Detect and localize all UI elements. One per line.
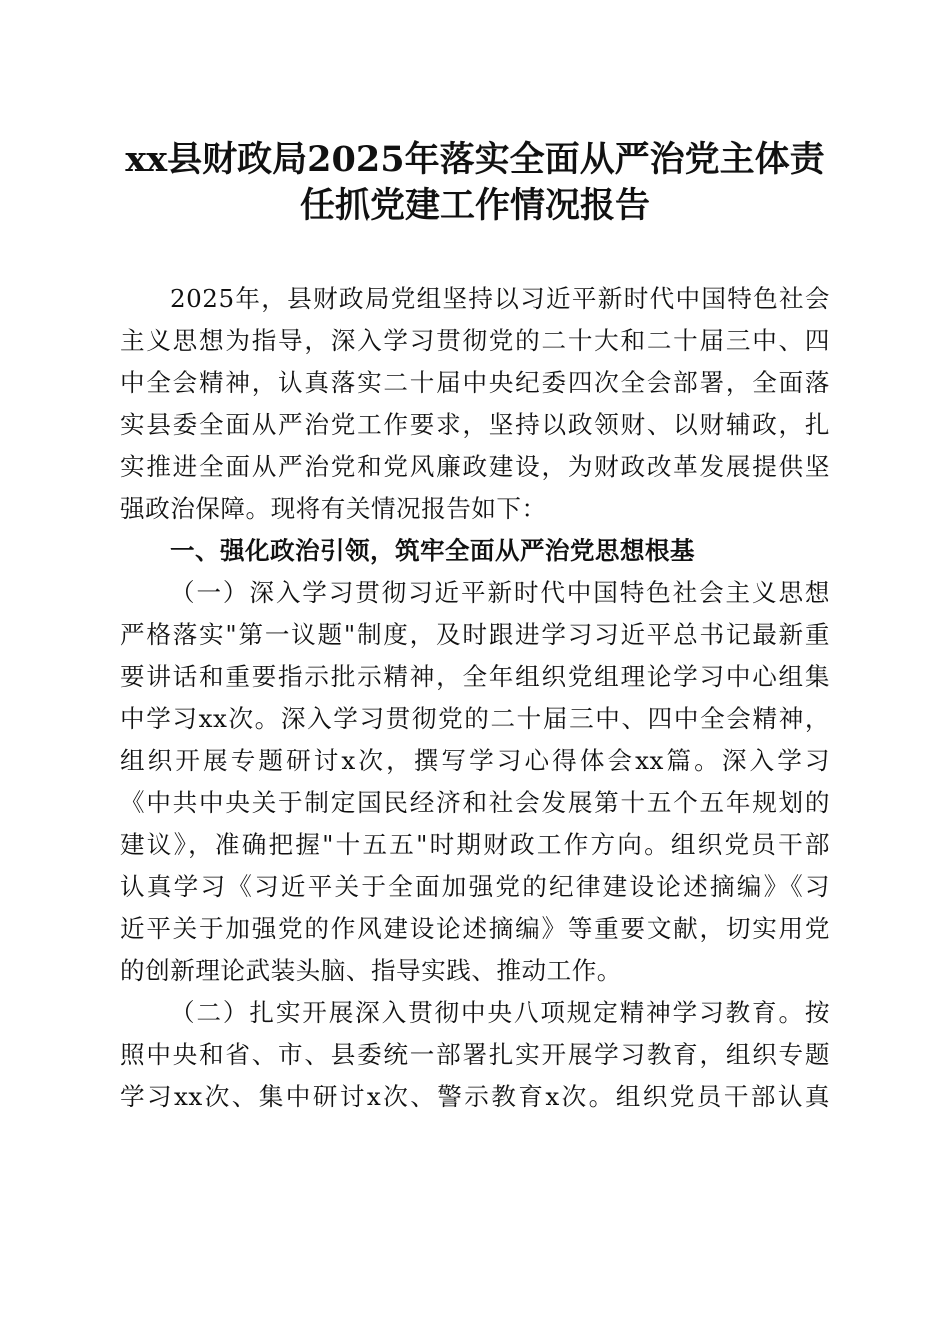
document-title-line-2: 任抓党建工作情况报告	[299, 185, 650, 226]
intro-line: 2025年，县财政局党组坚持以习近平新时代中国特色社会	[170, 284, 830, 313]
subsection-line: 认真学习《习近平关于全面加强党的纪律建设论述摘编》《习	[120, 872, 830, 901]
intro-line: 强政治保障。现将有关情况报告如下：	[120, 494, 547, 523]
subsection-line: 近平关于加强党的作风建设论述摘编》等重要文献，切实用党	[120, 914, 830, 943]
subsection-line: 的创新理论武装头脑、指导实践、推动工作。	[120, 956, 622, 985]
section-heading: 一、强化政治引领，筑牢全面从严治党思想根基	[170, 536, 695, 565]
document-body	[120, 278, 830, 1118]
subsection-line: 要讲话和重要指示批示精神，全年组织党组理论学习中心组集	[120, 662, 830, 691]
subsection-line: 建议》，准确把握"十五五"时期财政工作方向。组织党员干部	[120, 830, 830, 859]
intro-line: 实推进全面从严治党和党风廉政建设，为财政改革发展提供坚	[120, 452, 830, 481]
subsection-line: 中学习xx次。深入学习贯彻党的二十届三中、四中全会精神，	[120, 704, 830, 733]
intro-line: 中全会精神，认真落实二十届中央纪委四次全会部署，全面落	[120, 368, 830, 397]
subsection-line: 照中央和省、市、县委统一部署扎实开展学习教育，组织专题	[120, 1040, 830, 1069]
subsection-line: 严格落实"第一议题"制度，及时跟进学习习近平总书记最新重	[120, 620, 830, 649]
document-title-line-1: xx县财政局2025年落实全面从严治党主体责	[125, 139, 825, 180]
subsection-line: 学习xx次、集中研讨x次、警示教育x次。组织党员干部认真	[120, 1082, 830, 1111]
subsection-line: （二）扎实开展深入贯彻中央八项规定精神学习教育。按	[170, 998, 830, 1027]
subsection-line: 《中共中央关于制定国民经济和社会发展第十五个五年规划的	[120, 788, 830, 817]
intro-line: 实县委全面从严治党工作要求，坚持以政领财、以财辅政，扎	[120, 410, 830, 439]
subsection-line: 组织开展专题研讨x次，撰写学习心得体会xx篇。深入学习	[120, 746, 830, 775]
subsection-line: （一）深入学习贯彻习近平新时代中国特色社会主义思想	[170, 578, 830, 607]
intro-line: 主义思想为指导，深入学习贯彻党的二十大和二十届三中、四	[120, 326, 830, 355]
